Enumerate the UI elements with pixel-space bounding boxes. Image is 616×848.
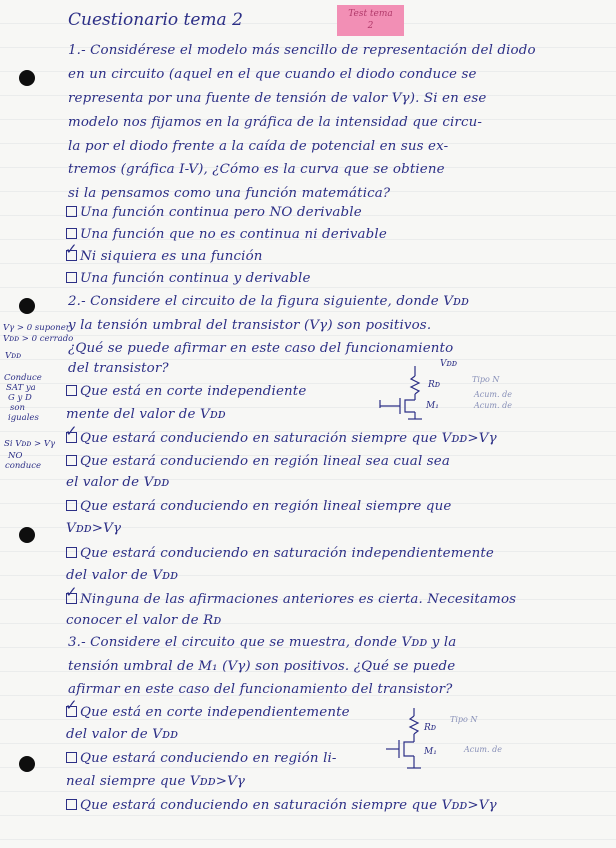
checkbox-icon[interactable] (66, 206, 77, 217)
question-text-line: 1.- Considérese el modelo más sencillo de representación del diodo (68, 43, 536, 58)
answer-option-cont: Vᴅᴅ>Vγ (66, 521, 122, 536)
page-title: Cuestionario tema 2 (68, 10, 243, 30)
answer-option[interactable]: Que estará conduciendo en saturación siempre que Vᴅᴅ>Vγ (66, 799, 497, 812)
checkbox-icon[interactable] (66, 228, 77, 239)
checked-checkbox-icon[interactable] (66, 432, 77, 443)
margin-note: son (10, 403, 25, 413)
m1-label: M₁ (426, 401, 439, 411)
checked-checkbox-icon[interactable] (66, 250, 77, 261)
checkbox-icon[interactable] (66, 272, 77, 283)
answer-option[interactable]: Que estará conduciendo en saturación independientemente (66, 547, 494, 560)
margin-note: G y D (8, 393, 32, 403)
question-text-line: afirmar en este caso del funcionamiento del transistor? (68, 682, 453, 697)
margin-note: SAT ya (6, 383, 36, 393)
checked-checkbox-icon[interactable] (66, 593, 77, 604)
mosfet-circuit-diagram (372, 356, 522, 426)
question-text-line: tremos (gráfica I-V), ¿Cómo es la curva que se obtiene (68, 162, 445, 177)
answer-option[interactable]: Que estará conduciendo en región li- (66, 752, 337, 765)
question-text-line: si la pensamos como una función matemática? (68, 186, 391, 201)
answer-option[interactable]: Que está en corte independiente (66, 385, 306, 398)
margin-note: NO (8, 451, 23, 461)
answer-option[interactable]: ✓Que está en corte independientemente (66, 706, 350, 719)
binder-hole-icon (19, 298, 35, 314)
question-text-line: la por el diodo frente a la caída de potencial en sus ex- (68, 139, 449, 154)
answer-option-cont: conocer el valor de Rᴅ (66, 613, 222, 628)
question-text-line: ¿Qué se puede afirmar en este caso del funcionamiento (68, 341, 454, 356)
answer-option-cont: mente del valor de Vᴅᴅ (66, 407, 226, 422)
answer-option[interactable]: Una función continua y derivable (66, 272, 311, 285)
question-text-line: 2.- Considere el circuito de la figura siguiente, donde Vᴅᴅ (68, 294, 470, 309)
circuit-note: Tipo N (450, 715, 478, 724)
answer-option[interactable]: Una función continua pero NO derivable (66, 206, 362, 219)
rd-label: Rᴅ (424, 723, 437, 733)
circuit-note: Acum. de (464, 745, 502, 754)
binder-hole-icon (19, 527, 35, 543)
checkbox-icon[interactable] (66, 752, 77, 763)
answer-option[interactable]: ✓Que estará conduciendo en saturación siempre que Vᴅᴅ>Vγ (66, 432, 497, 445)
question-text-line: representa por una fuente de tensión de valor Vγ). Si en ese (68, 91, 487, 106)
margin-note: Conduce (4, 373, 42, 383)
checked-checkbox-icon[interactable] (66, 706, 77, 717)
m1-label: M₁ (424, 747, 437, 757)
answer-option[interactable]: Que estará conduciendo en región lineal siempre que (66, 500, 451, 513)
checkbox-icon[interactable] (66, 799, 77, 810)
margin-note: Vᴅᴅ > 0 cerrado (3, 334, 74, 344)
answer-option-cont: el valor de Vᴅᴅ (66, 475, 170, 490)
question-text-line: 3.- Considere el circuito que se muestra, donde Vᴅᴅ y la (68, 635, 457, 650)
circuit-note: Acum. de (474, 390, 512, 399)
answer-option[interactable]: Que estará conduciendo en región lineal sea cual sea (66, 455, 450, 468)
answer-option[interactable]: Una función que no es continua ni derivable (66, 228, 387, 241)
binder-hole-icon (19, 756, 35, 772)
answer-option-cont: del valor de Vᴅᴅ (66, 568, 179, 583)
answer-option[interactable]: ✓Ninguna de las afirmaciones anteriores es cierta. Necesitamos (66, 593, 516, 606)
checkbox-icon[interactable] (66, 455, 77, 466)
margin-note: Vγ > 0 suponer (3, 323, 70, 333)
rd-label: Rᴅ (428, 380, 441, 390)
answer-option-cont: del valor de Vᴅᴅ (66, 727, 179, 742)
checkbox-icon[interactable] (66, 385, 77, 396)
margin-note: conduce (5, 461, 42, 471)
mosfet-circuit-diagram (384, 704, 534, 776)
margin-note: Si Vᴅᴅ > Vγ (4, 439, 56, 449)
circuit-note: Acum. de (474, 401, 512, 410)
checkbox-icon[interactable] (66, 500, 77, 511)
question-text-line: y la tensión umbral del transistor (Vγ) son positivos. (68, 318, 432, 333)
vdd-label: Vᴅᴅ (440, 359, 458, 369)
question-text-line: tensión umbral de M₁ (Vγ) son positivos. ¿Qué se puede (68, 659, 456, 674)
margin-note: iguales (8, 413, 39, 423)
question-text-line: modelo nos fijamos en la gráfica de la intensidad que circu- (68, 115, 483, 130)
answer-option-cont: neal siempre que Vᴅᴅ>Vγ (66, 774, 246, 789)
answer-option[interactable]: ✓Ni siquiera es una función (66, 250, 263, 263)
question-text-line: en un circuito (aquel en el que cuando el diodo conduce se (68, 67, 477, 82)
checkbox-icon[interactable] (66, 547, 77, 558)
sticky-tag: Test tema 2 (337, 5, 404, 36)
question-text-line: del transistor? (68, 361, 169, 376)
circuit-note: Tipo N (472, 375, 500, 384)
margin-note: Vᴅᴅ (5, 351, 22, 361)
binder-hole-icon (19, 70, 35, 86)
